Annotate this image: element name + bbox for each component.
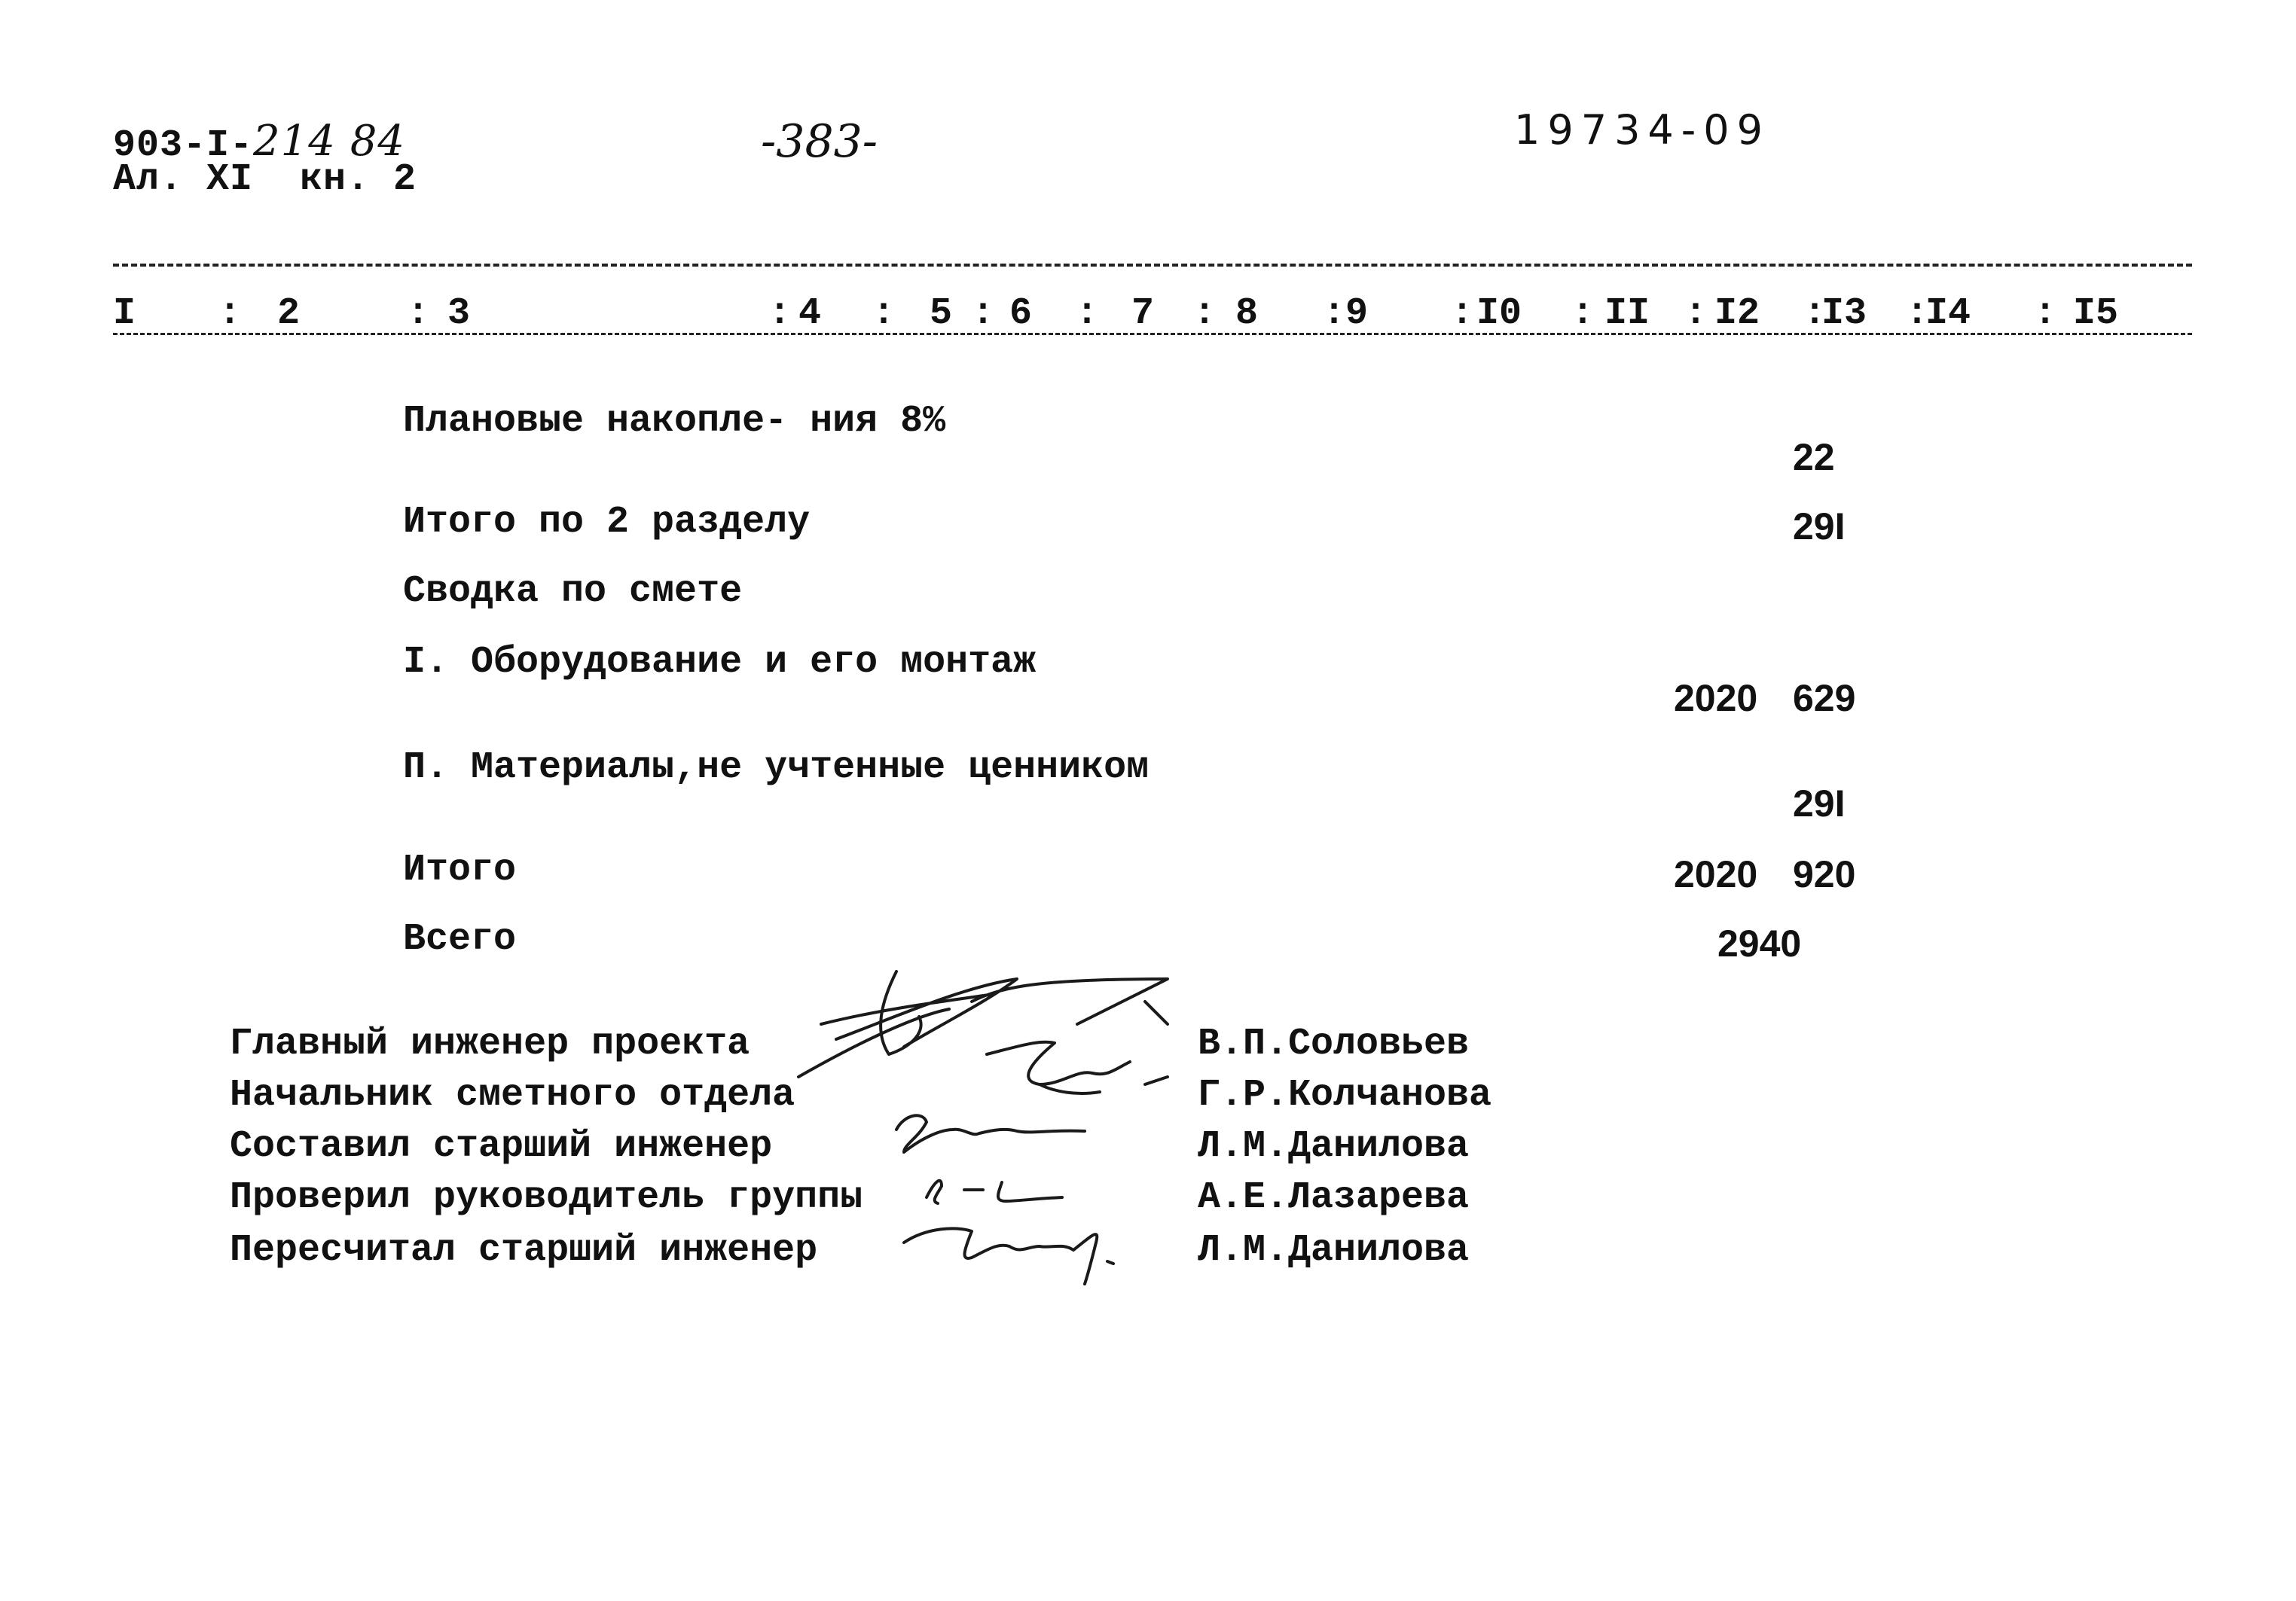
row-value-col13: 920: [1793, 853, 1856, 895]
row-label: П. Материалы,не учтенные ценником: [403, 746, 1150, 789]
total-label: Всего: [403, 918, 517, 961]
document-code-prefix: 903-I-: [113, 124, 254, 167]
column-number-14: I4: [1925, 292, 1971, 335]
column-number-10: I0: [1476, 292, 1522, 335]
column-number-8: 8: [1235, 292, 1259, 335]
signature-title: Проверил руководитель группы: [230, 1176, 863, 1219]
row-value-col12: 2020: [1674, 853, 1758, 895]
column-number-3: 3: [447, 292, 471, 335]
signature-name: В.П.Соловьев: [1198, 1023, 1470, 1066]
row-label: Плановые накопле- ния 8%: [403, 400, 946, 443]
signature-name: Л.М.Данилова: [1198, 1229, 1470, 1272]
row-value-col12: 2020: [1674, 677, 1758, 719]
column-number-7: 7: [1131, 292, 1155, 335]
column-number-15: I5: [2073, 292, 2119, 335]
row-value-col13: 29I: [1793, 505, 1846, 547]
column-separator: :: [1906, 292, 1929, 335]
row-label: I. Оборудование и его монтаж: [403, 641, 1037, 684]
row-value-col13: 29I: [1793, 782, 1846, 825]
row-label: Итого: [403, 849, 517, 892]
column-separator: :: [1193, 292, 1217, 335]
column-separator: :: [1571, 292, 1595, 335]
column-number-12: I2: [1714, 292, 1760, 335]
signature-title: Начальник сметного отдела: [230, 1074, 795, 1117]
header-rule-top: [113, 264, 2192, 267]
column-number-6: 6: [1009, 292, 1033, 335]
signature-scribble-4: [927, 1181, 1062, 1203]
column-number-1: I: [113, 292, 136, 335]
signature-scribble-1: [798, 971, 1168, 1077]
column-number-9: 9: [1345, 292, 1369, 335]
header-rule-bottom: [113, 333, 2192, 335]
page-number: -383-: [761, 115, 878, 168]
column-separator: :: [1684, 292, 1708, 335]
column-separator: :: [2034, 292, 2057, 335]
row-label: Итого по 2 разделу: [403, 501, 811, 544]
column-separator: :: [218, 292, 242, 335]
document-code-handwritten: 214 84: [253, 117, 405, 166]
column-separator: :: [1076, 292, 1099, 335]
column-number-4: 4: [798, 292, 822, 335]
column-separator: :: [768, 292, 792, 335]
signature-name: А.Е.Лазарева: [1198, 1176, 1470, 1219]
signature-name: Г.Р.Колчанова: [1198, 1074, 1492, 1117]
row-label: Сводка по смете: [403, 570, 743, 613]
column-separator: :: [407, 292, 430, 335]
signature-name: Л.М.Данилова: [1198, 1125, 1470, 1168]
column-separator: :: [1451, 292, 1474, 335]
column-number-2: 2: [277, 292, 301, 335]
handwritten-signatures: [791, 956, 1198, 1288]
signature-scribble-3: [896, 1115, 1085, 1152]
album-and-book: Ал. XI кн. 2: [113, 158, 417, 201]
row-value-col13: 22: [1793, 436, 1835, 478]
signature-scribble-2: [987, 1042, 1168, 1093]
column-separator: :: [972, 292, 995, 335]
document-number: 19734-09: [1514, 106, 1770, 154]
column-separator: :: [872, 292, 896, 335]
column-separator: :: [1803, 292, 1827, 335]
signature-title: Главный инженер проекта: [230, 1023, 750, 1066]
total-value: 2940: [1717, 922, 1802, 965]
column-number-13: I3: [1821, 292, 1867, 335]
column-separator: :: [1323, 292, 1346, 335]
signature-scribble-5: [904, 1228, 1113, 1284]
signature-title: Пересчитал старший инженер: [230, 1229, 818, 1272]
column-number-5: 5: [930, 292, 953, 335]
signature-title: Составил старший инженер: [230, 1125, 773, 1168]
column-number-11: II: [1604, 292, 1650, 335]
row-value-col13: 629: [1793, 677, 1856, 719]
